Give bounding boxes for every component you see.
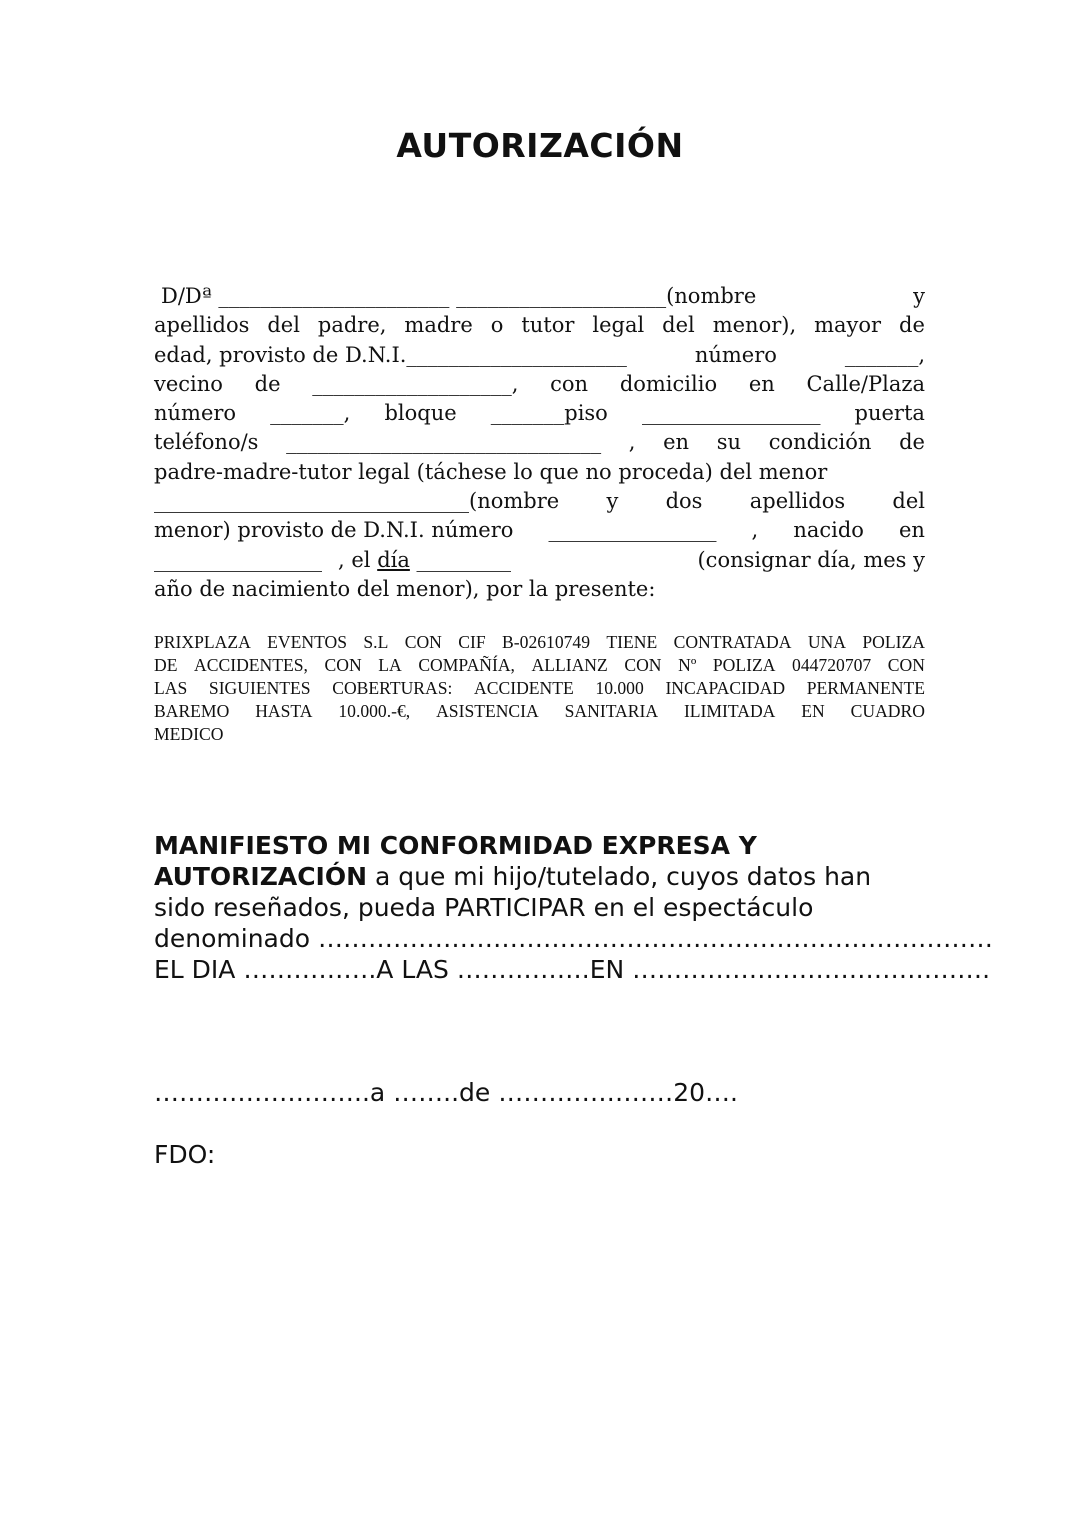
form-line: ________________ , el día _________ (consignar día, mes y xyxy=(154,546,925,575)
signature-label: FDO: xyxy=(154,1140,216,1169)
consent-statement xyxy=(154,830,993,985)
form-line: padre-madre-tutor legal (táchese lo que no proceda) del menor xyxy=(154,459,828,484)
form-line: teléfono/s ______________________________ , en su condición de xyxy=(154,430,925,455)
form-line: número _______, bloque _______piso _________________ puerta xyxy=(154,401,925,426)
place-date-line: ……………………..a ……..de …………………20…. xyxy=(154,1078,739,1107)
policy-line: LAS SIGUIENTES COBERTURAS: ACCIDENTE 10.000 INCAPACIDAD PERMANENTE xyxy=(154,678,925,698)
policy-line: PRIXPLAZA EVENTOS S.L CON CIF B-02610749 TIENE CONTRATADA UNA POLIZA xyxy=(154,632,925,652)
consent-line: AUTORIZACIÓN a que mi hijo/tutelado, cuyos datos han xyxy=(154,862,872,891)
consent-line: denominado ……………………………………………………………………… xyxy=(154,924,993,953)
guardian-form-paragraph xyxy=(154,282,925,604)
policy-line: BAREMO HASTA 10.000.-€, ASISTENCIA SANITARIA ILIMITADA EN CUADRO xyxy=(154,701,925,721)
consent-line: MANIFIESTO MI CONFORMIDAD EXPRESA Y xyxy=(154,831,757,860)
document-title: AUTORIZACIÓN xyxy=(396,126,684,165)
form-line: edad, provisto de D.N.I._____________________ número _______, xyxy=(154,342,925,367)
form-line: año de nacimiento del menor), por la presente: xyxy=(154,576,656,601)
dia-underlined: día xyxy=(377,547,410,572)
form-line: ______________________________(nombre y dos apellidos del xyxy=(154,489,925,514)
form-line: vecino de ___________________, con domicilio en Calle/Plaza xyxy=(154,371,925,396)
form-line: D/Dª ______________________ ____________________(nombre y xyxy=(161,284,925,308)
form-line: menor) provisto de D.N.I. número ________________ , nacido en xyxy=(154,518,925,543)
form-line: apellidos del padre, madre o tutor legal del menor), mayor de xyxy=(154,313,925,338)
birthplace-blank: ________________ , el día _________ xyxy=(154,547,512,572)
consent-line: EL DIA …………….A LAS …………….EN ……………………………………. xyxy=(154,955,991,984)
insurance-policy-paragraph xyxy=(154,631,925,746)
consent-line: sido reseñados, pueda PARTICIPAR en el espectáculo xyxy=(154,893,814,922)
policy-line: MEDICO xyxy=(154,724,224,744)
policy-line: DE ACCIDENTES, CON LA COMPAÑÍA, ALLIANZ CON Nº POLIZA 044720707 CON xyxy=(154,655,925,675)
